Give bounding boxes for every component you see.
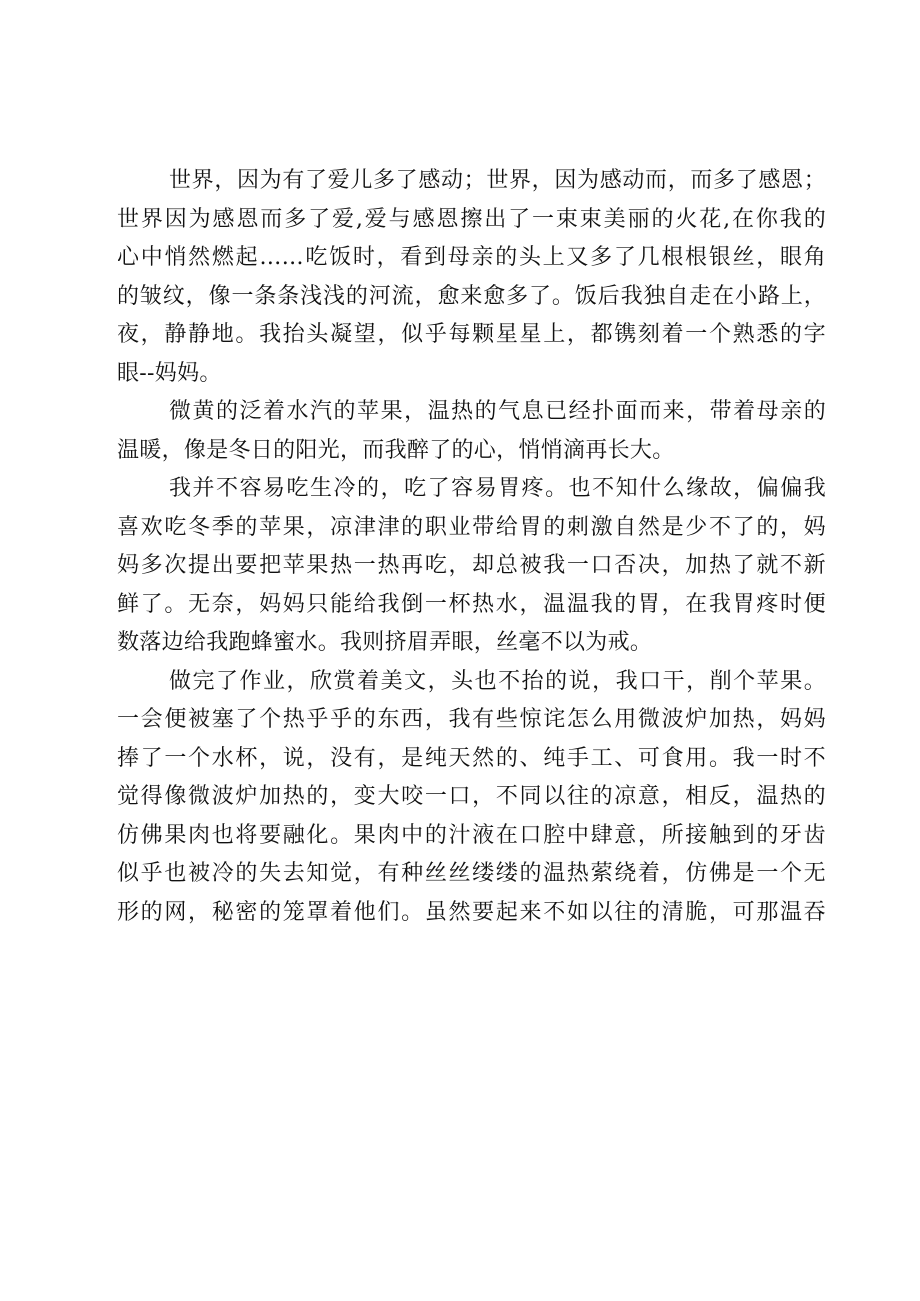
text-line: 世界因为感恩而多了爱,爱与感恩擦出了一束束美丽的火花,在你我的 — [117, 206, 826, 232]
text-line: 做完了作业，欣赏着美文，头也不抬的说，我口干，削个苹果。 — [169, 668, 826, 694]
text-line: 捧了一个水杯，说，没有，是纯天然的、纯手工、可食用。我一时不 — [117, 745, 826, 771]
paragraph-3 — [117, 470, 826, 663]
document-body — [117, 162, 826, 932]
text-line: 似乎也被冷的失去知觉，有种丝丝缕缕的温热萦绕着，仿佛是一个无 — [117, 861, 826, 886]
text-line: 我并不容易吃生冷的，吃了容易胃疼。也不知什么缘故，偏偏我 — [169, 476, 826, 501]
text-line: 眼--妈妈。 — [117, 360, 222, 386]
text-line: 世界，因为有了爱儿多了感动；世界，因为感动而，而多了感恩； — [169, 168, 826, 193]
text-line: 形的网，秘密的笼罩着他们。虽然要起来不如以往的清脆，可那温吞 — [117, 899, 826, 925]
text-line: 一会便被塞了个热乎乎的东西，我有些惊诧怎么用微波炉加热，妈妈 — [117, 707, 826, 732]
text-line: 妈多次提出要把苹果热一热再吃，却总被我一口否决，加热了就不新 — [117, 553, 826, 578]
text-line: 觉得像微波炉加热的，变大咬一口，不同以往的凉意，相反，温热的 — [117, 784, 826, 809]
text-line: 仿佛果肉也将要融化。果肉中的汁液在口腔中肆意，所接触到的牙齿 — [117, 822, 826, 848]
paragraph-4 — [117, 663, 826, 933]
text-line: 喜欢吃冬季的苹果，凉津津的职业带给胃的刺激自然是少不了的，妈 — [117, 514, 826, 540]
text-line: 夜，静静地。我抬头凝望，似乎每颗星星上，都镌刻着一个熟悉的字 — [117, 322, 826, 347]
text-line: 心中悄然燃起……吃饭时，看到母亲的头上又多了几根根银丝，眼角 — [117, 245, 826, 270]
text-line: 数落边给我跑蜂蜜水。我则挤眉弄眼，丝毫不以为戒。 — [117, 630, 653, 655]
paragraph-1 — [117, 162, 826, 393]
text-line: 微黄的泛着水汽的苹果，温热的气息已经扑面而来，带着母亲的 — [169, 399, 826, 424]
text-line: 鲜了。无奈，妈妈只能给我倒一杯热水，温温我的胃，在我胃疼时便 — [117, 591, 826, 617]
text-line: 温暖，像是冬日的阳光，而我醉了的心，悄悄滴再长大。 — [117, 437, 675, 463]
text-line: 的皱纹，像一条条浅浅的河流，愈来愈多了。饭后我独自走在小路上， — [117, 283, 826, 309]
paragraph-2 — [117, 393, 826, 470]
